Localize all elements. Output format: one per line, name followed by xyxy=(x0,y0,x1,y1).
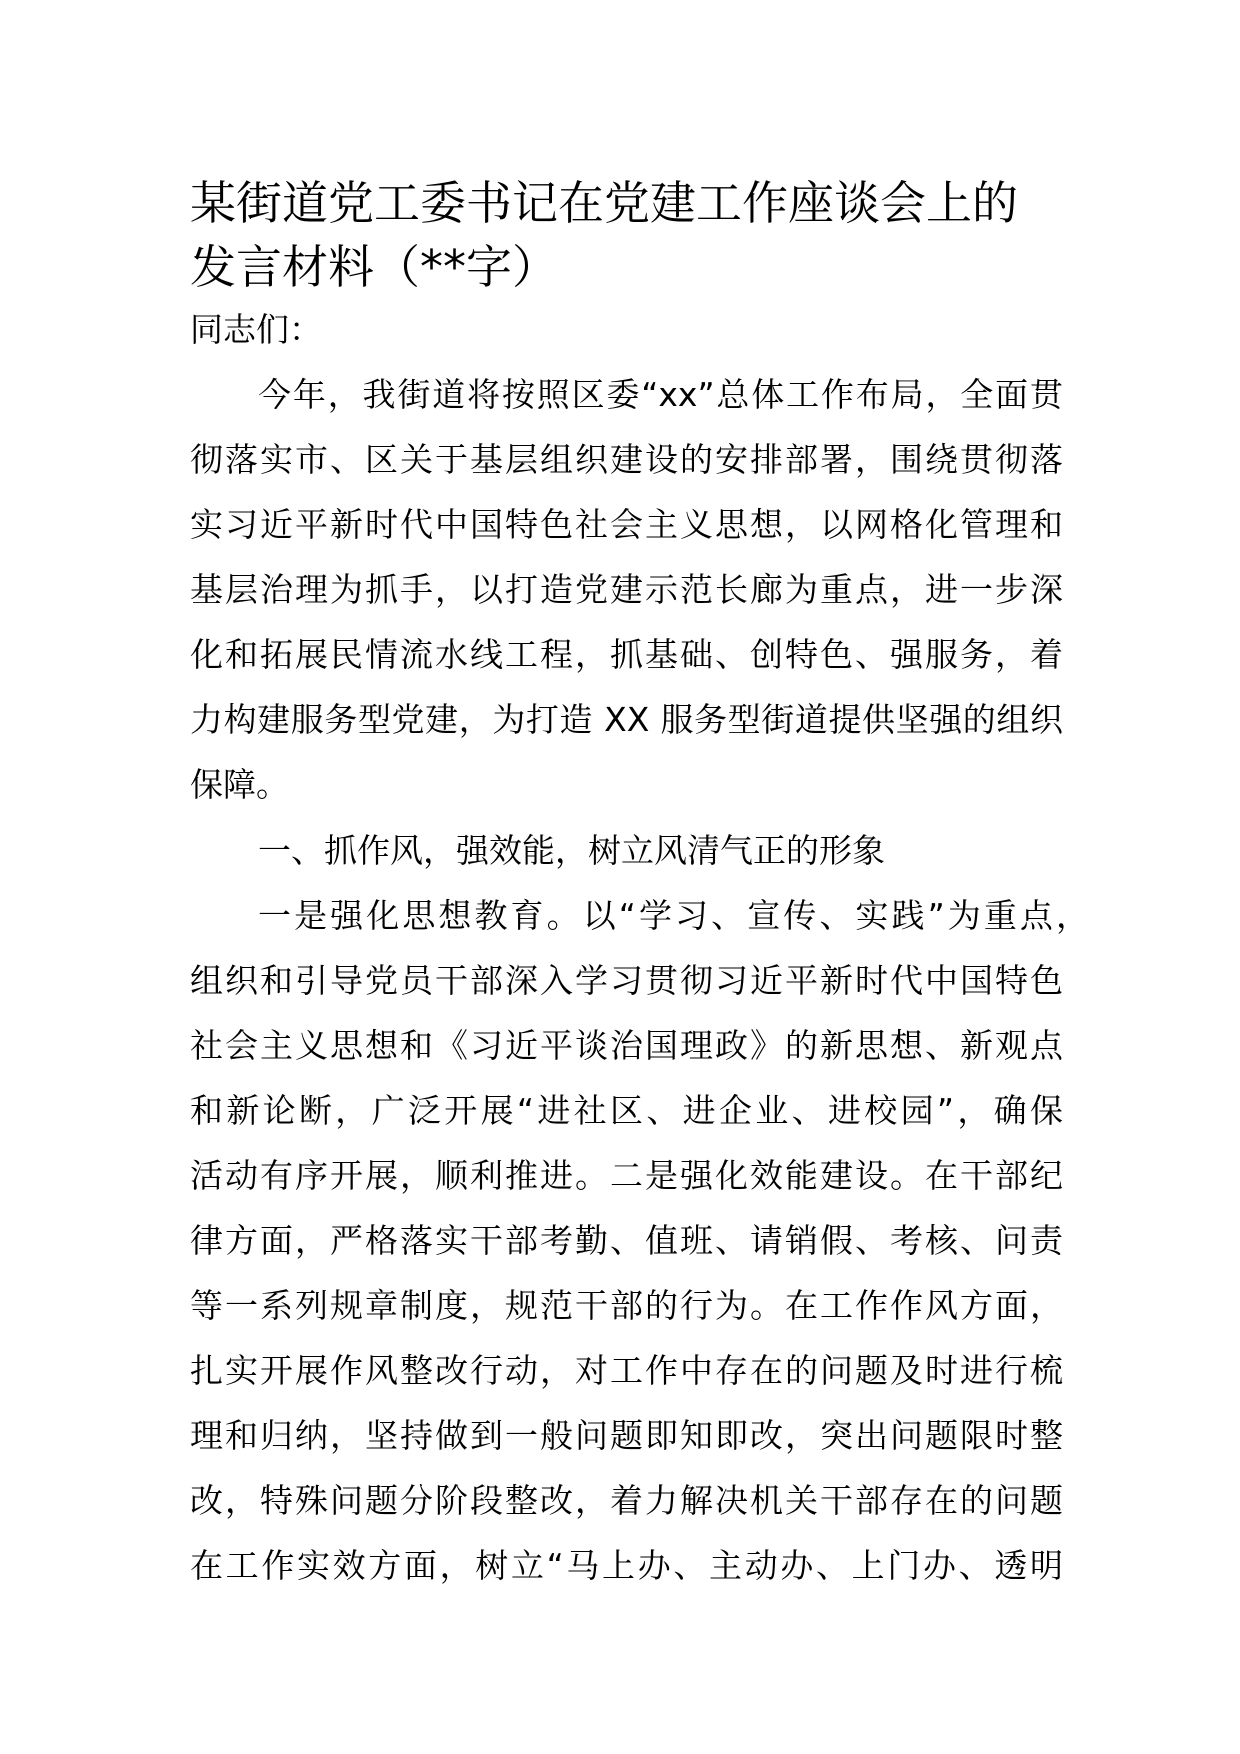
paragraph-line: 化和拓展民情流水线工程，抓基础、创特色、强服务，着 xyxy=(190,635,1063,674)
paragraph-line: 组织和引导党员干部深入学习贯彻习近平新时代中国特色 xyxy=(190,961,1063,1000)
salutation: 同志们： xyxy=(190,310,322,349)
document-title-line-2: 发言材料（**字） xyxy=(190,240,558,294)
paragraph-line: 律方面，严格落实干部考勤、值班、请销假、考核、问责 xyxy=(190,1221,1063,1260)
paragraph-line: 基层治理为抓手，以打造党建示范长廊为重点，进一步深 xyxy=(190,570,1063,609)
paragraph-line: 活动有序开展，顺利推进。二是强化效能建设。在干部纪 xyxy=(190,1156,1063,1195)
paragraph-line: 扎实开展作风整改行动，对工作中存在的问题及时进行梳 xyxy=(190,1351,1063,1390)
paragraph-line: 力构建服务型党建，为打造 XX 服务型街道提供坚强的组织 xyxy=(190,700,1063,739)
paragraph-line: 今年，我街道将按照区委“xx”总体工作布局，全面贯 xyxy=(258,375,1063,414)
paragraph-line: 保障。 xyxy=(190,765,289,804)
document-title-line-1: 某街道党工委书记在党建工作座谈会上的 xyxy=(190,176,1018,230)
paragraph-line: 等一系列规章制度，规范干部的行为。在工作作风方面， xyxy=(190,1286,1063,1325)
paragraph-line: 在工作实效方面，树立“马上办、主动办、上门办、透明 xyxy=(190,1546,1063,1585)
paragraph-line: 一是强化思想教育。以“学习、宣传、实践”为重点， xyxy=(258,896,1089,935)
paragraph-line: 彻落实市、区关于基层组织建设的安排部署，围绕贯彻落 xyxy=(190,440,1063,479)
paragraph-line: 理和归纳，坚持做到一般问题即知即改，突出问题限时整 xyxy=(190,1416,1063,1455)
paragraph-line: 改，特殊问题分阶段整改，着力解决机关干部存在的问题 xyxy=(190,1481,1063,1520)
paragraph-line: 实习近平新时代中国特色社会主义思想，以网格化管理和 xyxy=(190,505,1063,544)
section-heading: 一、抓作风，强效能，树立风清气正的形象 xyxy=(258,831,885,870)
paragraph-line: 社会主义思想和《习近平谈治国理政》的新思想、新观点 xyxy=(190,1026,1063,1065)
paragraph-line: 和新论断，广泛开展“进社区、进企业、进校园”，确保 xyxy=(190,1091,1063,1130)
